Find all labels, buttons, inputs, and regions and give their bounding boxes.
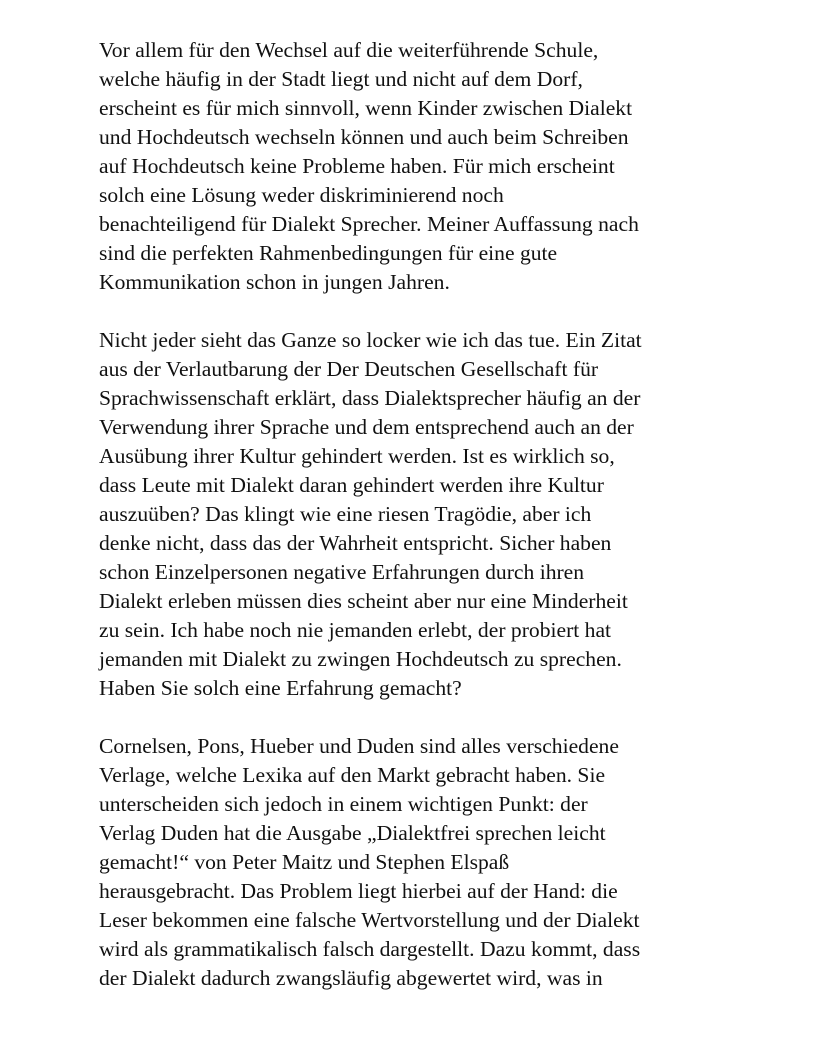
text-line: schon Einzelpersonen negative Erfahrungen durch ihren bbox=[99, 560, 585, 584]
text-line: Ausübung ihrer Kultur gehindert werden. Ist es wirklich so, bbox=[99, 444, 615, 468]
text-line: auf Hochdeutsch keine Probleme haben. Für mich erscheint bbox=[99, 154, 615, 178]
text-line: Kommunikation schon in jungen Jahren. bbox=[99, 270, 450, 294]
text-line: auszuüben? Das klingt wie eine riesen Tragödie, aber ich bbox=[99, 502, 592, 526]
paragraph-1 bbox=[99, 36, 799, 297]
text-line: Leser bekommen eine falsche Wertvorstellung und der Dialekt bbox=[99, 908, 640, 932]
text-line: Verlag Duden hat die Ausgabe „Dialektfrei sprechen leicht bbox=[99, 821, 606, 845]
text-line: solch eine Lösung weder diskriminierend noch bbox=[99, 183, 504, 207]
text-line: dass Leute mit Dialekt daran gehindert werden ihre Kultur bbox=[99, 473, 604, 497]
text-line: gemacht!“ von Peter Maitz und Stephen Elspaß bbox=[99, 850, 510, 874]
text-line: jemanden mit Dialekt zu zwingen Hochdeutsch zu sprechen. bbox=[99, 647, 622, 671]
text-line: aus der Verlautbarung der Der Deutschen Gesellschaft für bbox=[99, 357, 599, 381]
document-body bbox=[99, 36, 799, 1022]
text-line: Vor allem für den Wechsel auf die weiterführende Schule, bbox=[99, 38, 599, 62]
text-line: herausgebracht. Das Problem liegt hierbei auf der Hand: die bbox=[99, 879, 618, 903]
text-line: der Dialekt dadurch zwangsläufig abgewertet wird, was in bbox=[99, 966, 603, 990]
text-line: wird als grammatikalisch falsch dargestellt. Dazu kommt, dass bbox=[99, 937, 641, 961]
text-line: denke nicht, dass das der Wahrheit entspricht. Sicher haben bbox=[99, 531, 612, 555]
text-line: erscheint es für mich sinnvoll, wenn Kinder zwischen Dialekt bbox=[99, 96, 633, 120]
text-line: Cornelsen, Pons, Hueber und Duden sind alles verschiedene bbox=[99, 734, 619, 758]
text-line: Sprachwissenschaft erklärt, dass Dialektsprecher häufig an der bbox=[99, 386, 641, 410]
text-line: sind die perfekten Rahmenbedingungen für eine gute bbox=[99, 241, 558, 265]
text-line: zu sein. Ich habe noch nie jemanden erlebt, der probiert hat bbox=[99, 618, 612, 642]
text-line: Verwendung ihrer Sprache und dem entsprechend auch an der bbox=[99, 415, 634, 439]
text-line: welche häufig in der Stadt liegt und nicht auf dem Dorf, bbox=[99, 67, 583, 91]
paragraph-2 bbox=[99, 326, 799, 703]
text-line: unterscheiden sich jedoch in einem wichtigen Punkt: der bbox=[99, 792, 588, 816]
text-line: und Hochdeutsch wechseln können und auch beim Schreiben bbox=[99, 125, 629, 149]
paragraph-3 bbox=[99, 732, 799, 993]
text-line: Haben Sie solch eine Erfahrung gemacht? bbox=[99, 676, 462, 700]
text-line: Nicht jeder sieht das Ganze so locker wie ich das tue. Ein Zitat bbox=[99, 328, 642, 352]
text-line: benachteiligend für Dialekt Sprecher. Meiner Auffassung nach bbox=[99, 212, 639, 236]
text-line: Verlage, welche Lexika auf den Markt gebracht haben. Sie bbox=[99, 763, 606, 787]
text-line: Dialekt erleben müssen dies scheint aber nur eine Minderheit bbox=[99, 589, 628, 613]
